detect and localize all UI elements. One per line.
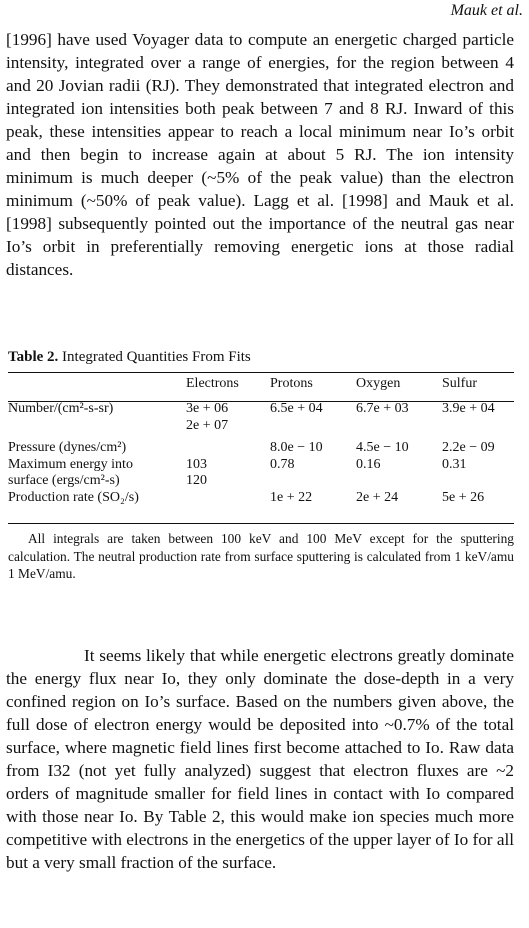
table-cell bbox=[270, 418, 356, 435]
table-row bbox=[8, 401, 514, 418]
table-cell: 0.16 bbox=[356, 456, 381, 472]
table-cell: 2e + 07 bbox=[186, 417, 229, 433]
table-cell: 6.7e + 03 bbox=[356, 401, 409, 416]
body-paragraph-1: [1996] have used Voyager data to compute an energetic charged particle intensity, integrated over a range of energies, for the region between 4 and 20 Jovian radii (RJ). They demonstrated that integrated electron and integrated ion intensities both peak between 7 and 8 RJ. Inward of this peak, these intensities appear to reach a local minimum near Io’s orbit and then begin to increase again at about 5 RJ. The ion intensity minimum is much deeper (~5% of the peak value) than the electron minimum (~50% of peak value). Lagg et al. [1998] and Mauk et al. [1998] subsequently pointed out the importance of the neutral gas near Io’s orbit in preferentially removing energetic ions at those radial distances. bbox=[6, 30, 514, 279]
row-label: Production rate (SO₂/s) bbox=[8, 489, 139, 505]
table-cell bbox=[186, 490, 270, 507]
table-row bbox=[8, 418, 514, 435]
table-cell bbox=[442, 418, 514, 435]
table-header-cell: Oxygen bbox=[356, 376, 401, 391]
table-row bbox=[8, 440, 514, 457]
table-cell: 2.2e − 09 bbox=[442, 440, 495, 455]
table-cell: 103 bbox=[186, 456, 207, 472]
table-header-cell: Protons bbox=[270, 376, 313, 391]
table-cell: 2e + 24 bbox=[356, 489, 399, 505]
table-row bbox=[8, 473, 514, 490]
table-label: Table 2. bbox=[8, 349, 59, 365]
table-row bbox=[8, 490, 514, 507]
table-row bbox=[8, 457, 514, 474]
row-label: Maximum energy into bbox=[8, 456, 133, 472]
table-footnote: All integrals are taken between 100 keV and 100 MeV except for the sputtering calculation. The neutral production rate from surface sputtering is calculated from 1 keV/amu 1 MeV/amu. bbox=[8, 531, 514, 581]
table-cell bbox=[186, 440, 270, 457]
table-cell bbox=[270, 473, 356, 490]
table-cell: 4.5e − 10 bbox=[356, 440, 409, 455]
table-header-cell bbox=[8, 376, 186, 401]
table-title: Integrated Quantities From Fits bbox=[62, 349, 251, 365]
table-cell bbox=[356, 473, 442, 490]
table-cell: 0.78 bbox=[270, 456, 295, 472]
table-cell: 8.0e − 10 bbox=[270, 440, 323, 455]
table-header-row bbox=[8, 376, 514, 401]
table-cell bbox=[356, 418, 442, 435]
table-cell: 3.9e + 04 bbox=[442, 401, 495, 416]
row-label bbox=[8, 418, 186, 435]
table-cell: 120 bbox=[186, 473, 207, 488]
body-paragraph-2: It seems likely that while energetic electrons greatly dominate the energy flux near Io, they only dominate the dose-depth in a very confined region on Io’s surface. Based on the numbers given above, the full dose of electron energy would be deposited into ~0.7% of the total surface, where magnetic field lines first become attached to Io. Raw data from I32 (not yet fully analyzed) suggest that electron fluxes are ~2 orders of magnitude smaller for field lines in contact with Io compared with those near Io. By Table 2, this would make ion species much more competitive with electrons in the energetics of the upper layer of Io for all but a very small fraction of the surface. bbox=[6, 646, 514, 872]
table-cell: 3e + 06 bbox=[186, 401, 229, 416]
running-head: Mauk et al. bbox=[450, 2, 523, 19]
row-label: Pressure (dynes/cm²) bbox=[8, 440, 127, 455]
table-bottom-rule bbox=[8, 523, 514, 524]
table-cell: 0.31 bbox=[442, 456, 467, 472]
table-header-cell: Electrons bbox=[186, 376, 239, 391]
row-label: Number/(cm²-s-sr) bbox=[8, 401, 114, 416]
table-cell: 6.5e + 04 bbox=[270, 401, 323, 416]
table-cell: 5e + 26 bbox=[442, 489, 485, 505]
table-top-rule bbox=[8, 372, 514, 373]
table-cell: 1e + 22 bbox=[270, 489, 313, 505]
table-caption bbox=[8, 349, 251, 366]
table-cell bbox=[442, 473, 514, 490]
row-label: surface (ergs/cm²-s) bbox=[8, 473, 120, 488]
integrated-quantities-table bbox=[8, 376, 514, 506]
table-header-cell: Sulfur bbox=[442, 376, 477, 391]
